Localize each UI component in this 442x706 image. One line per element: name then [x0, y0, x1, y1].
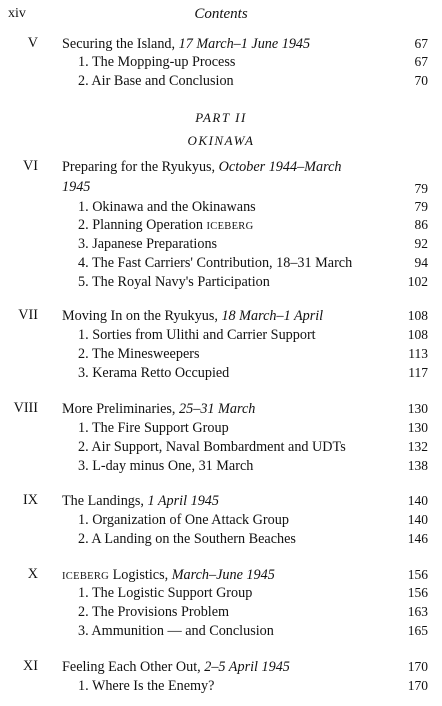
section-page: 113: [408, 346, 428, 361]
chapter-number: VIII: [13, 400, 38, 416]
section-entry: 2. The Minesweepers: [78, 346, 200, 362]
section-entry: 5. The Royal Navy's Participation: [78, 274, 270, 290]
section-page: 102: [407, 274, 428, 289]
section-entry: 2. The Provisions Problem: [78, 604, 230, 620]
chapter-number: IX: [23, 492, 38, 508]
section-entry: 2. A Landing on the Southern Beaches: [78, 531, 296, 547]
chapter-page: 156: [407, 567, 428, 582]
chapter-number: VII: [18, 307, 38, 323]
section-entry: 2. Planning Operation ICEBERG: [78, 217, 254, 233]
section-entry: 2. Air Base and Conclusion: [78, 73, 234, 89]
section-entry: 4. The Fast Carriers' Contribution, 18–31 March: [78, 255, 353, 271]
chapter-title: More Preliminaries, 25–31 March: [62, 401, 256, 417]
section-page: 70: [414, 73, 428, 88]
part-label: PART II: [195, 110, 247, 125]
section-page: 138: [407, 458, 428, 473]
section-page: 108: [407, 327, 428, 342]
section-entry: 2. Air Support, Naval Bombardment and UDTs: [78, 439, 346, 455]
section-page: 156: [407, 585, 428, 600]
chapter-number: VI: [23, 158, 38, 174]
section-page: 163: [407, 604, 428, 619]
section-entry: 1. The Logistic Support Group: [78, 585, 253, 601]
chapter-title: The Landings, 1 April 1945: [62, 493, 219, 509]
chapter-page: 170: [407, 659, 428, 674]
section-page: 140: [407, 512, 428, 527]
section-entry: 3. Kerama Retto Occupied: [78, 365, 230, 381]
section-entry: 1. Organization of One Attack Group: [78, 512, 289, 528]
chapter-number: V: [27, 35, 38, 51]
chapter-page: 67: [414, 36, 428, 51]
section-entry: 1. The Fire Support Group: [78, 420, 229, 436]
section-entry: 3. Japanese Preparations: [78, 236, 218, 252]
section-page: 132: [407, 439, 428, 454]
page-header: [0, 6, 442, 24]
part-title: OKINAWA: [187, 133, 255, 148]
section-page: 117: [408, 365, 428, 380]
chapter-page: 140: [407, 493, 428, 508]
section-page: 94: [414, 255, 428, 270]
section-page: 170: [407, 678, 428, 693]
chapter-page: 79: [414, 181, 428, 196]
chapter-title: Moving In on the Ryukyus, 18 March–1 April: [62, 308, 324, 324]
section-entry: 1. Where Is the Enemy?: [78, 678, 215, 694]
section-entry: 3. Ammunition — and Conclusion: [78, 623, 274, 639]
page-number: xiv: [8, 6, 26, 21]
chapter-page: 108: [407, 308, 428, 323]
section-page: 146: [407, 531, 428, 546]
running-title: Contents: [194, 6, 248, 22]
section-entry: 1. The Mopping-up Process: [78, 54, 236, 70]
chapter-title: Securing the Island, 17 March–1 June 1945: [62, 36, 311, 52]
section-entry: 3. L-day minus One, 31 March: [78, 458, 254, 474]
chapter-number: XI: [23, 658, 38, 674]
section-entry: 1. Okinawa and the Okinawans: [78, 199, 256, 215]
chapter-title: Feeling Each Other Out, 2–5 April 1945: [62, 659, 290, 675]
chapter-page: 130: [407, 401, 428, 416]
section-page: 67: [414, 54, 428, 69]
section-page: 130: [407, 420, 428, 435]
section-entry: 1. Sorties from Ulithi and Carrier Support: [78, 327, 316, 343]
section-page: 79: [414, 199, 428, 214]
chapter-title: Preparing for the Ryukyus, October 1944–March: [62, 159, 342, 175]
section-page: 92: [414, 236, 428, 251]
chapter-title: ICEBERG Logistics, March–June 1945: [62, 567, 275, 583]
chapter-title-continued: 1945: [62, 179, 91, 195]
section-page: 165: [407, 623, 428, 638]
section-page: 86: [414, 217, 428, 232]
chapter-number: X: [27, 566, 38, 582]
